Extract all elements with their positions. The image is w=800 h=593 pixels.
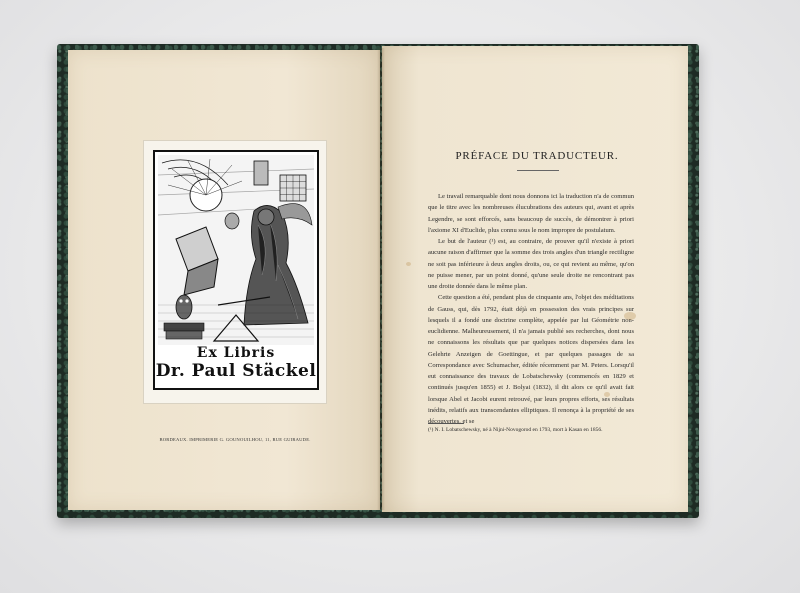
preface-title: PRÉFACE DU TRADUCTEUR.: [455, 150, 619, 162]
bookplate: [143, 140, 327, 404]
melencolia-engraving: [158, 155, 314, 345]
foxing-spot: [624, 312, 636, 320]
title-rule: [517, 170, 559, 171]
footnote: (¹) N. I. Lobatschewsky, né à Nijni-Novogorod en 1793, mort à Kasan en 1856.: [428, 427, 603, 433]
bookplate-owner: Dr. Paul Stäckel: [155, 361, 317, 381]
book-gutter: [377, 48, 385, 510]
printer-imprint: BORDEAUX. IMPRIMERIE G. GOUNOUILHOU, 11, RUE GUIRAUDE.: [159, 437, 311, 442]
bookplate-frame: [153, 150, 319, 390]
foxing-spot: [406, 262, 411, 266]
footnote-rule: [428, 423, 464, 424]
bookplate-title: Ex Libris: [196, 345, 276, 361]
preface-paragraph: Cette question a été, pendant plus de cinquante ans, l'objet des méditations de Gauss, qui, dès 1792, était déjà en possession des vrais principes sur lesquels il a fondé une doctrine complète, appelée par lui Géométrie non-euclidienne. Malheureusement, il n'a jamais publié ses recherches, dont nous ne connaissons les résultats que par quelques notices dispersées dans les Gelehrte Anzeigen de Goettingue, et par quelques passages de sa Correspondance avec Schumacher, éditée récemment par M. Peters. Lorsqu'il eut connaissance des travaux de Lobatschewsky (commencés en 1829 et continués jusqu'en 1855) et J. Bolyai (1832), il dit alors ce qu'il avait fait lorsque Abel et Jacobi eurent retrouvé, par leurs propres efforts, ses résultats inédits, relatifs aux transcendantes elliptiques. Il renonça à la propriété de ses découvertes, et se: [428, 294, 634, 425]
preface-paragraph: Le but de l'auteur (¹) est, au contraire, de prouver qu'il n'existe à priori aucune raison d'affirmer que la somme des trois angles d'un triangle rectiligne ne soit pas inférieure à deux angles droits, ou, ce qui revient au même, qu'on ne puisse mener, par un point donné, qu'une seule droite ne rencontrant pas une droite donnée dans le même plan.: [428, 238, 634, 290]
preface-body: [428, 191, 634, 427]
preface-paragraph: Le travail remarquable dont nous donnons ici la traduction n'a de commun que le titre avec les nombreuses élucubrations des auteurs qui, avant et après Legendre, se sont efforcés, sans beaucoup de succès, de démontrer à priori l'axiome XI d'Euclide, plus connu sous le nom impropre de postulatum.: [428, 193, 634, 234]
foxing-spot: [604, 392, 610, 397]
